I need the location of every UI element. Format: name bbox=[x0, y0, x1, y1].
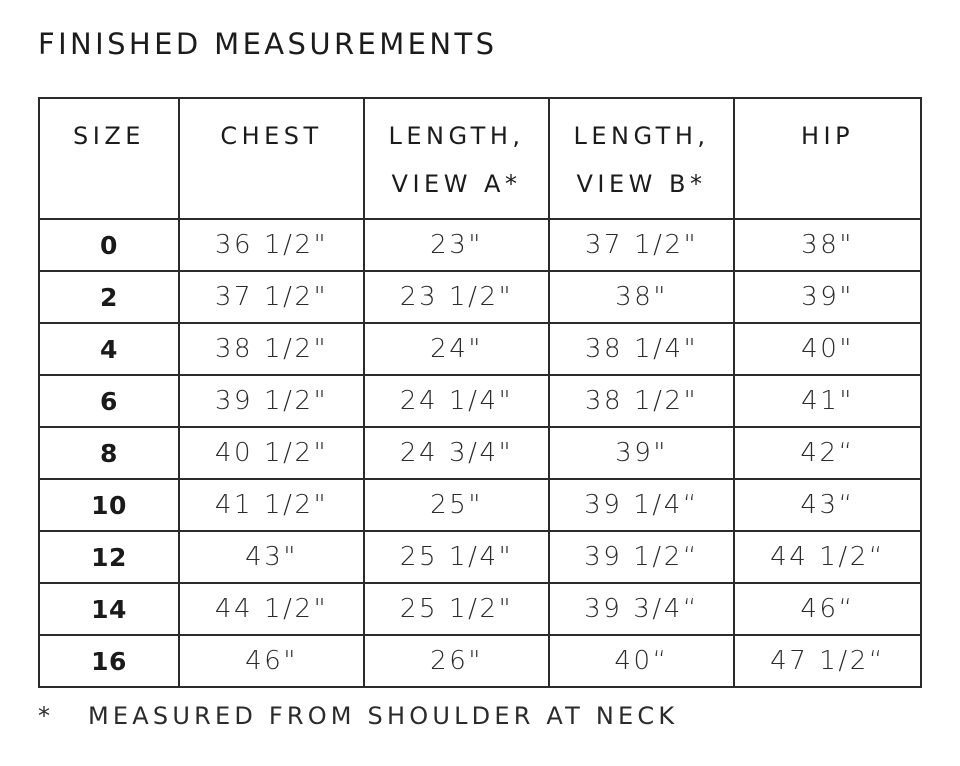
length-view-b-cell: 37 1/2" bbox=[549, 219, 734, 271]
footnote-text: MEASURED FROM SHOULDER AT NECK bbox=[88, 702, 679, 730]
length-view-a-cell: 24" bbox=[364, 323, 549, 375]
length-view-b-cell: 39" bbox=[549, 427, 734, 479]
hip-cell: 38" bbox=[734, 219, 921, 271]
chest-cell: 36 1/2" bbox=[179, 219, 364, 271]
table-row bbox=[39, 323, 921, 375]
length-view-b-cell: 39 1/2“ bbox=[549, 531, 734, 583]
length-view-b-cell: 39 3/4“ bbox=[549, 583, 734, 635]
hip-cell: 47 1/2“ bbox=[734, 635, 921, 687]
table-row bbox=[39, 219, 921, 271]
hip-cell: 41" bbox=[734, 375, 921, 427]
header-length-view-a bbox=[364, 98, 549, 219]
length-view-a-cell: 25 1/2" bbox=[364, 583, 549, 635]
footnote bbox=[38, 704, 678, 728]
length-view-b-cell: 39 1/4“ bbox=[549, 479, 734, 531]
header-chest bbox=[179, 98, 364, 219]
size-cell: 16 bbox=[39, 635, 179, 687]
length-view-a-cell: 23" bbox=[364, 219, 549, 271]
length-view-b-cell: 40“ bbox=[549, 635, 734, 687]
table-row bbox=[39, 531, 921, 583]
size-cell: 8 bbox=[39, 427, 179, 479]
chest-cell: 38 1/2" bbox=[179, 323, 364, 375]
table-row bbox=[39, 427, 921, 479]
measurements-table bbox=[38, 97, 922, 688]
header-length-view-a-line2: VIEW A* bbox=[391, 170, 522, 198]
size-cell: 10 bbox=[39, 479, 179, 531]
length-view-b-cell: 38 1/4" bbox=[549, 323, 734, 375]
header-hip-label: HIP bbox=[800, 122, 855, 150]
size-cell: 12 bbox=[39, 531, 179, 583]
length-view-b-cell: 38" bbox=[549, 271, 734, 323]
chest-cell: 44 1/2" bbox=[179, 583, 364, 635]
header-length-view-b-line1: LENGTH, bbox=[573, 122, 710, 150]
hip-cell: 46“ bbox=[734, 583, 921, 635]
size-cell: 14 bbox=[39, 583, 179, 635]
length-view-a-cell: 25 1/4" bbox=[364, 531, 549, 583]
header-length-view-b-line2: VIEW B* bbox=[576, 170, 707, 198]
table-row bbox=[39, 635, 921, 687]
table-row bbox=[39, 375, 921, 427]
length-view-a-cell: 25" bbox=[364, 479, 549, 531]
chest-cell: 40 1/2" bbox=[179, 427, 364, 479]
table-row bbox=[39, 271, 921, 323]
length-view-a-cell: 24 1/4" bbox=[364, 375, 549, 427]
page-title: FINISHED MEASUREMENTS bbox=[38, 27, 498, 61]
length-view-a-cell: 24 3/4" bbox=[364, 427, 549, 479]
size-cell: 0 bbox=[39, 219, 179, 271]
footnote-asterisk: * bbox=[38, 702, 55, 730]
length-view-a-cell: 26" bbox=[364, 635, 549, 687]
length-view-a-cell: 23 1/2" bbox=[364, 271, 549, 323]
table-header bbox=[39, 98, 921, 219]
table-row bbox=[39, 479, 921, 531]
header-length-view-a-line1: LENGTH, bbox=[388, 122, 525, 150]
table-body bbox=[39, 219, 921, 687]
hip-cell: 39" bbox=[734, 271, 921, 323]
header-size-label: SIZE bbox=[73, 122, 145, 150]
header-chest-label: CHEST bbox=[220, 122, 323, 150]
chest-cell: 41 1/2" bbox=[179, 479, 364, 531]
header-size bbox=[39, 98, 179, 219]
chest-cell: 37 1/2" bbox=[179, 271, 364, 323]
length-view-b-cell: 38 1/2" bbox=[549, 375, 734, 427]
table-row bbox=[39, 583, 921, 635]
size-cell: 2 bbox=[39, 271, 179, 323]
hip-cell: 42“ bbox=[734, 427, 921, 479]
header-length-view-b bbox=[549, 98, 734, 219]
hip-cell: 43“ bbox=[734, 479, 921, 531]
size-cell: 4 bbox=[39, 323, 179, 375]
chest-cell: 39 1/2" bbox=[179, 375, 364, 427]
hip-cell: 44 1/2“ bbox=[734, 531, 921, 583]
chest-cell: 43" bbox=[179, 531, 364, 583]
size-cell: 6 bbox=[39, 375, 179, 427]
header-hip bbox=[734, 98, 921, 219]
header-row bbox=[39, 98, 921, 219]
chest-cell: 46" bbox=[179, 635, 364, 687]
hip-cell: 40" bbox=[734, 323, 921, 375]
